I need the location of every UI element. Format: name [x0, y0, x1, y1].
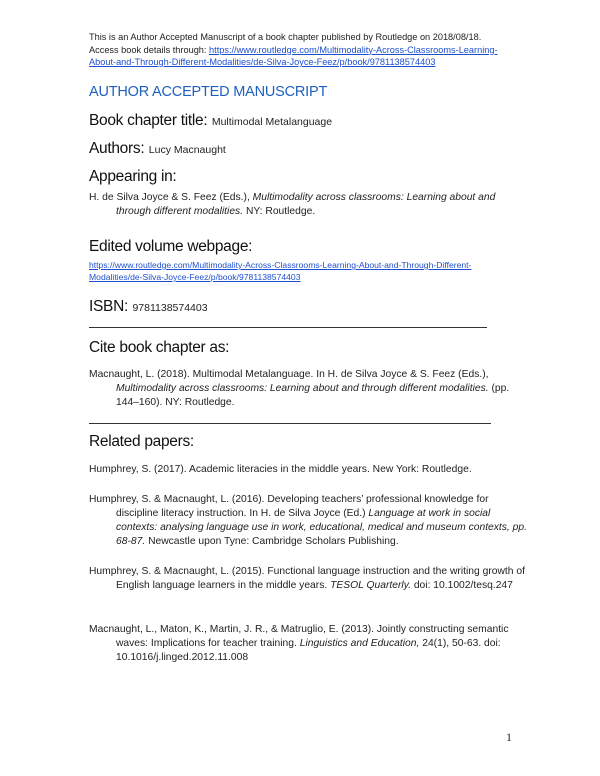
related-papers-heading: Related papers:: [89, 433, 194, 450]
related-ref-1: [89, 463, 531, 477]
ref-3-part-1: Humphrey, S. & Macnaught, L. (2015). Functional language instruction and the writing growth of English language learners in the middle years.: [89, 566, 525, 591]
related-ref-2: [89, 493, 531, 549]
isbn-row: [89, 298, 208, 316]
ref-4-journal: Linguistics and Education,: [299, 638, 420, 649]
manuscript-banner: AUTHOR ACCEPTED MANUSCRIPT: [89, 84, 328, 100]
appearing-in-editors: H. de Silva Joyce & S. Feez (Eds.),: [89, 192, 253, 203]
divider-rule-1: [89, 327, 487, 328]
routledge-book-link[interactable]: https://www.routledge.com/Multimodality-Across-Classrooms-Learning-About-and-Through-Different-Modalities/de-Silva-Joyce-Feez/p/book/9781138574403: [89, 44, 498, 67]
chapter-title-label: Book chapter title:: [89, 112, 208, 129]
page-number: 1: [506, 730, 512, 744]
appearing-in-citation: [89, 191, 531, 219]
appearing-in-heading: Appearing in:: [89, 168, 177, 185]
ref-1-text: Humphrey, S. (2017). Academic literacies in the middle years. New York: Routledge.: [89, 464, 472, 475]
ref-2-part-1: Humphrey, S. & Macnaught, L. (2016). Developing teachers’ professional knowledge for discipline literacy instruction. In H. de Silva Joyce (Ed.): [89, 494, 489, 519]
ref-4-part-2: 24(1), 50-63. doi: 10.1016/j.linged.2012.11.008: [116, 638, 501, 663]
authors-value: Lucy Macnaught: [148, 144, 226, 156]
notice-access-prefix: Access book details through:: [89, 44, 210, 55]
isbn-value: 9781138574403: [132, 302, 208, 314]
ref-2-title: Language at work in social contexts: analysing language use in work, educational, medical and museum contexts, pp. 68-87.: [116, 508, 527, 547]
isbn-label: ISBN:: [89, 298, 128, 315]
cite-book-title: Multimodality across classrooms: Learning about and through different modalities.: [116, 383, 489, 394]
related-ref-3: [89, 565, 531, 593]
notice-line-1: This is an Author Accepted Manuscript of a book chapter published by Routledge on 2018/08/18.: [89, 32, 482, 42]
appearing-in-book-title: Multimodality across classrooms: Learning about and through different modalities.: [116, 192, 496, 217]
edited-volume-link[interactable]: https://www.routledge.com/Multimodality-Across-Classrooms-Learning-About-and-Through-Different-Modalities/de-Silva-Joyce-Feez/p/book/9781138574403: [89, 260, 472, 282]
ref-3-part-2: doi: 10.1002/tesq.247: [410, 580, 513, 591]
divider-rule-2: [89, 423, 491, 424]
cite-citation: [89, 368, 531, 410]
appearing-in-publisher: NY: Routledge.: [243, 206, 316, 217]
ref-2-part-2: Newcastle upon Tyne: Cambridge Scholars Publishing.: [145, 536, 399, 547]
related-ref-4: [89, 623, 531, 665]
authors-label: Authors:: [89, 140, 145, 157]
cite-part-1: Macnaught, L. (2018). Multimodal Metalanguage. In H. de Silva Joyce & S. Feez (Eds.),: [89, 369, 489, 380]
cite-part-2: (pp. 144–160). NY: Routledge.: [116, 383, 510, 408]
authors-row: [89, 140, 226, 158]
publication-notice: [89, 31, 519, 69]
chapter-title-value: Multimodal Metalanguage: [211, 116, 333, 128]
webpage-link-block: [89, 259, 509, 283]
cite-heading: Cite book chapter as:: [89, 339, 230, 356]
chapter-title-row: [89, 112, 332, 130]
ref-3-journal: TESOL Quarterly.: [330, 580, 411, 591]
ref-4-part-1: Macnaught, L., Maton, K., Martin, J. R., & Matruglio, E. (2013). Jointly constructing semantic waves: Implications for teacher training.: [89, 624, 509, 649]
webpage-heading: Edited volume webpage:: [89, 238, 253, 255]
